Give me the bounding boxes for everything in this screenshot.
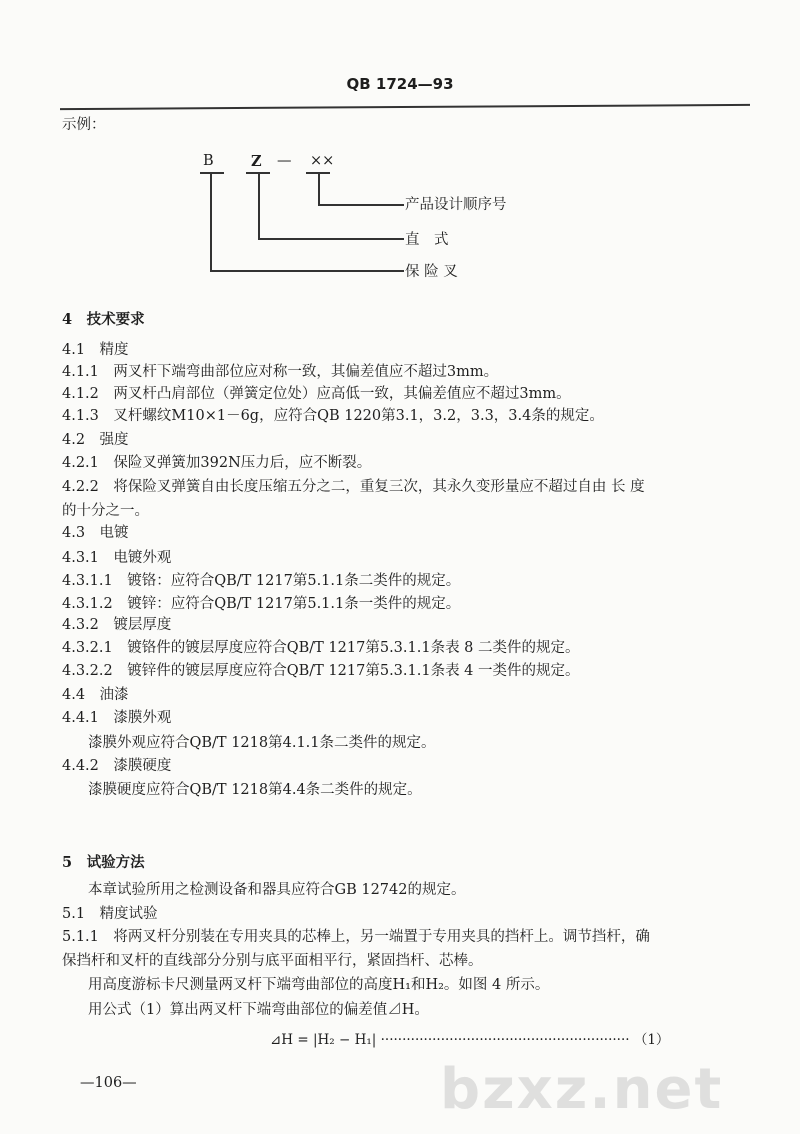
section-4-heading: 4 技术要求	[62, 311, 145, 328]
page-number: —106—	[80, 1075, 137, 1091]
clause-4-1: 4.1 精度	[62, 342, 129, 358]
header-rule	[60, 104, 750, 110]
leader-z	[258, 172, 260, 238]
measure-paragraph: 用高度游标卡尺测量两叉杆下端弯曲部位的高度H₁和H₂。如图 4 所示。	[88, 977, 550, 993]
clause-4-2: 4.2 强度	[62, 432, 129, 448]
formula-1: ⊿H = |H₂ − H₁| ·························································· （1）	[270, 1032, 670, 1048]
clause-5-1-1-cont: 保挡杆和叉杆的直线部分分别与底平面相平行，紧固挡杆、芯棒。	[62, 953, 483, 969]
clause-4-4-2: 4.4.2 漆膜硬度	[62, 758, 172, 774]
clause-4-4: 4.4 油漆	[62, 687, 129, 703]
example-label: 示例：	[62, 117, 106, 133]
clause-4-2-2-cont: 的十分之一。	[62, 503, 149, 519]
formula-intro: 用公式（1）算出两叉杆下端弯曲部位的偏差值⊿H。	[88, 1002, 429, 1018]
label-straight: 直 式	[405, 232, 449, 248]
watermark: bzxz.net	[440, 1057, 724, 1122]
clause-4-3: 4.3 电镀	[62, 525, 129, 541]
clause-5-1-1: 5.1.1 将两叉杆分别装在专用夹具的芯棒上，另一端置于专用夹具的挡杆上。调节挡杆，确	[62, 929, 650, 945]
label-sequence: 产品设计顺序号	[405, 197, 507, 213]
clause-4-2-2: 4.2.2 将保险叉弹簧自由长度压缩五分之二，重复三次，其永久变形量应不超过自由 长 度	[62, 479, 645, 495]
leader-xx-h	[318, 204, 404, 206]
clause-4-3-2: 4.3.2 镀层厚度	[62, 617, 172, 633]
leader-b	[210, 172, 212, 270]
clause-4-1-2: 4.1.2 两叉杆凸肩部位（弹簧定位处）应高低一致，其偏差值应不超过3mm。	[62, 386, 571, 402]
leader-z-h	[258, 238, 404, 240]
clause-4-3-2-1: 4.3.2.1 镀铬件的镀层厚度应符合QB/T 1217第5.3.1.1条表 8 二类件的规定。	[62, 640, 580, 656]
leader-b-h	[210, 270, 404, 272]
code-dash: —	[277, 153, 292, 169]
document-header: QB 1724—93	[346, 75, 454, 93]
leader-xx	[318, 172, 320, 204]
section-5-intro: 本章试验所用之检测设备和器具应符合GB 12742的规定。	[88, 882, 466, 898]
clause-4-3-1-2: 4.3.1.2 镀锌：应符合QB/T 1217第5.1.1条一类件的规定。	[62, 596, 461, 612]
clause-4-1-1: 4.1.1 两叉杆下端弯曲部位应对称一致，其偏差值应不超过3mm。	[62, 364, 499, 380]
clause-4-4-1-text: 漆膜外观应符合QB/T 1218第4.1.1条二类件的规定。	[88, 735, 436, 751]
clause-5-1: 5.1 精度试验	[62, 906, 158, 922]
clause-4-3-1: 4.3.1 电镀外观	[62, 550, 172, 566]
clause-4-3-1-1: 4.3.1.1 镀铬：应符合QB/T 1217第5.1.1条二类件的规定。	[62, 573, 461, 589]
code-xx: ××	[310, 153, 335, 169]
underline-b	[200, 172, 224, 174]
clause-4-1-3: 4.1.3 叉杆螺纹M10×1－6g，应符合QB 1220第3.1，3.2，3.3，3.4条的规定。	[62, 408, 604, 424]
clause-4-4-2-text: 漆膜硬度应符合QB/T 1218第4.4条二类件的规定。	[88, 782, 422, 798]
clause-4-4-1: 4.4.1 漆膜外观	[62, 710, 172, 726]
clause-4-3-2-2: 4.3.2.2 镀锌件的镀层厚度应符合QB/T 1217第5.3.1.1条表 4 一类件的规定。	[62, 663, 580, 679]
code-z: Z	[251, 153, 262, 170]
label-fork: 保 险 叉	[405, 264, 458, 280]
clause-4-2-1: 4.2.1 保险叉弹簧加392N压力后，应不断裂。	[62, 455, 372, 471]
section-5-heading: 5 试验方法	[62, 854, 145, 871]
code-b: B	[203, 153, 214, 169]
